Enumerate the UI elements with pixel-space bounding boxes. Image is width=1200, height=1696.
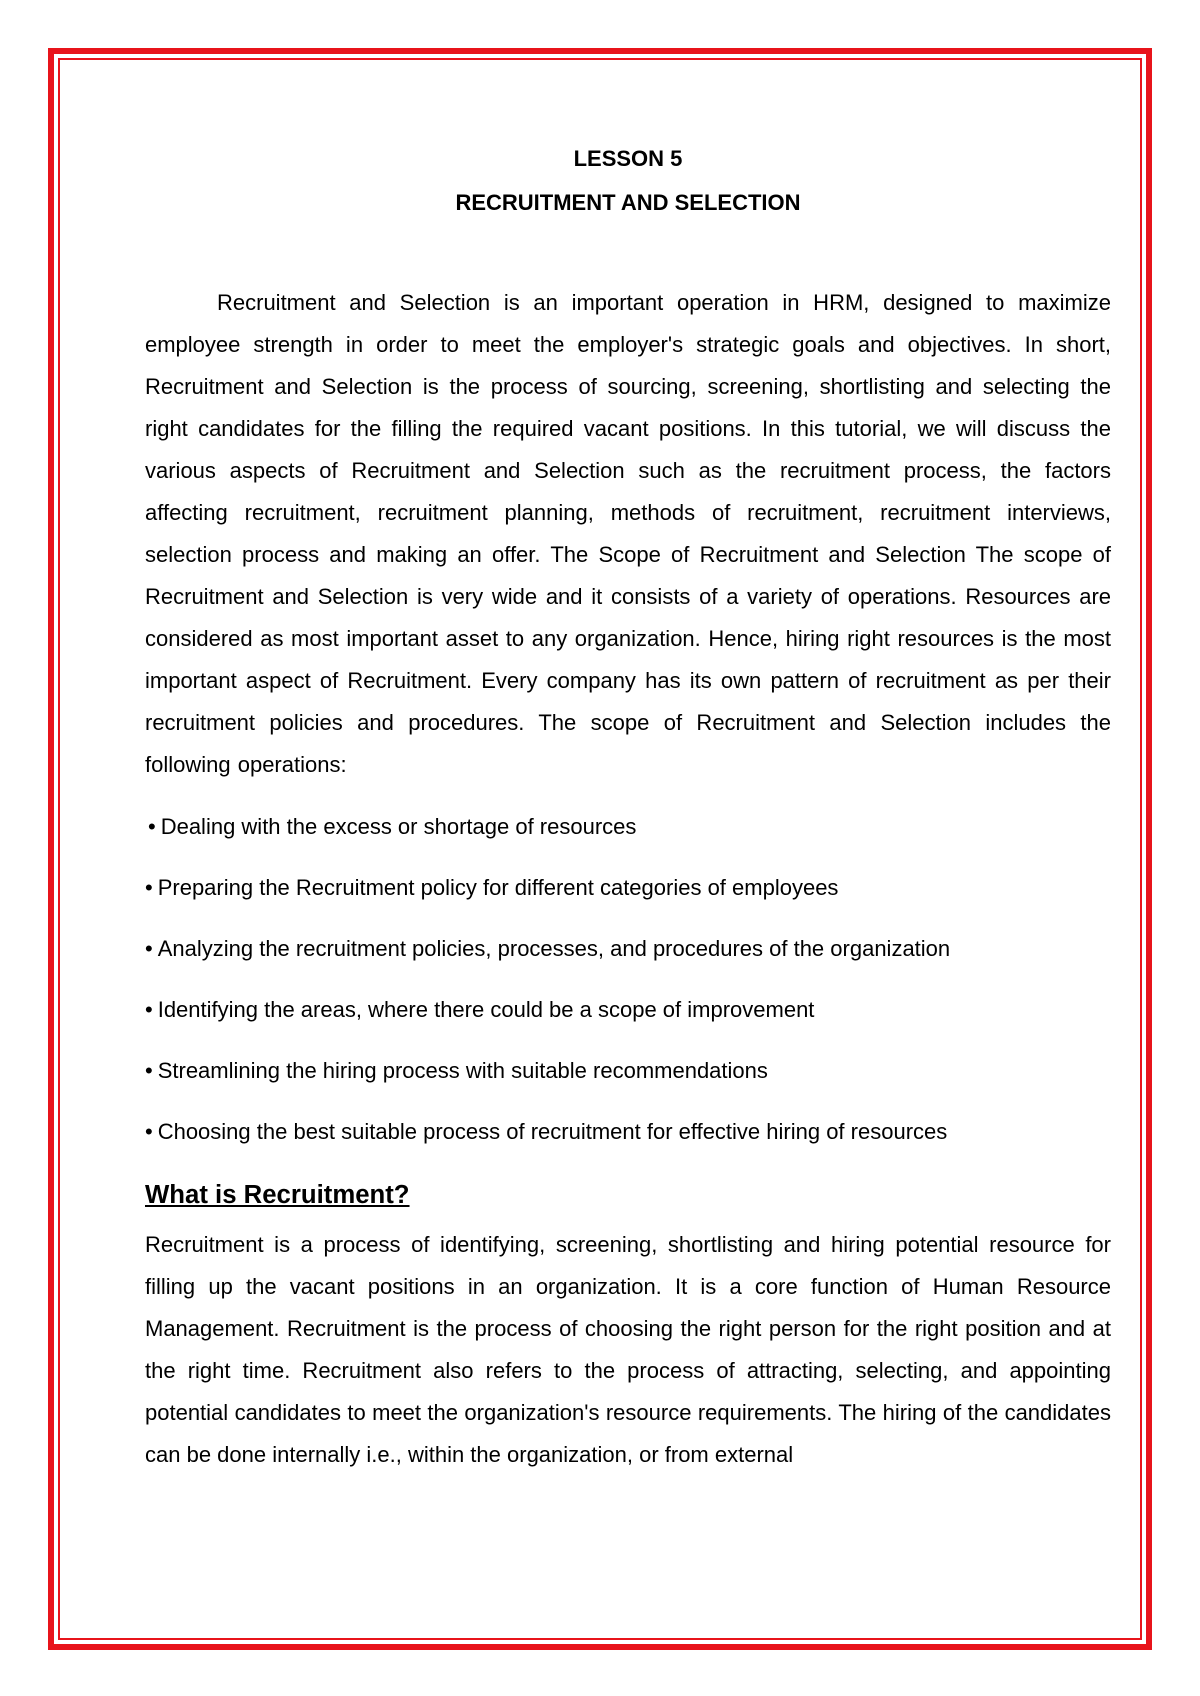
list-item-text: Streamlining the hiring process with suitable recommendations [157,1058,768,1083]
list-item [145,918,1111,979]
bullet-icon: • [145,997,153,1022]
bullet-icon: • [145,1119,153,1144]
list-item [145,979,1111,1040]
list-item-text: Identifying the areas, where there could be a scope of improvement [157,997,815,1022]
list-item-text: Preparing the Recruitment policy for different categories of employees [157,875,839,900]
bullet-icon: • [145,875,153,900]
bullet-icon: • [148,814,156,839]
bullet-icon: • [145,936,153,961]
list-item [145,1040,1111,1101]
lesson-title: LESSON 5 [573,146,683,171]
scope-operations-list [145,796,1111,1162]
list-item-text: Choosing the best suitable process of recruitment for effective hiring of resources [157,1119,948,1144]
list-item [145,1101,1111,1162]
recruitment-paragraph: Recruitment is a process of identifying, screening, shortlisting and hiring potential resource for filling up the vacant positions in an organization. It is a core function of Human Resource Management. Recruitment is the process of choosing the right person for the right position and at the right time. Recruitment also refers to the process of attracting, selecting, and appointing potential candidates to meet the organization's resource requirements. The hiring of the candidates can be done internally i.e., within the organization, or from external [145,1232,1111,1467]
list-item [145,796,1111,857]
intro-paragraph: Recruitment and Selection is an important operation in HRM, designed to maximize employee strength in order to meet the employer's strategic goals and objectives. In short, Recruitment and Selection is the process of sourcing, screening, shortlisting and selecting the right candidates for the filling the required vacant positions. In this tutorial, we will discuss the various aspects of Recruitment and Selection such as the recruitment process, the factors affecting recruitment, recruitment planning, methods of recruitment, recruitment interviews, selection process and making an offer. The Scope of Recruitment and Selection The scope of Recruitment and Selection is very wide and it consists of a variety of operations. Resources are considered as most important asset to any organization. Hence, hiring right resources is the most important aspect of Recruitment. Every company has its own pattern of recruitment as per their recruitment policies and procedures. The scope of Recruitment and Selection includes the following operations: [145,290,1111,777]
list-item [145,857,1111,918]
lesson-subtitle: RECRUITMENT AND SELECTION [455,190,801,215]
list-item-text: Analyzing the recruitment policies, processes, and procedures of the organization [157,936,951,961]
bullet-icon: • [145,1058,153,1083]
document-body [145,140,1111,1476]
recruitment-section-heading: What is Recruitment? [145,1181,410,1209]
list-item-text: Dealing with the excess or shortage of resources [160,814,637,839]
